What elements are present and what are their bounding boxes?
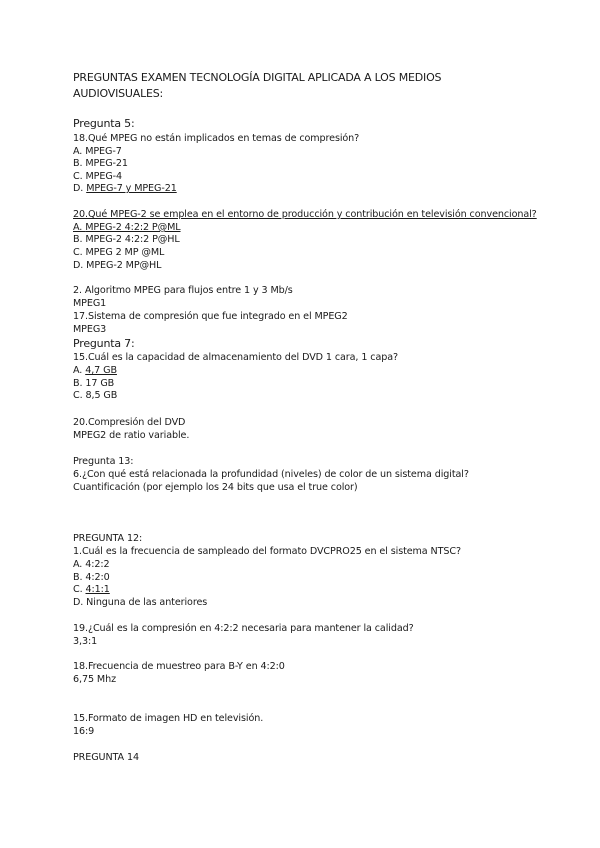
option-letter: C. — [73, 584, 86, 595]
answer-option: C. 8,5 GB — [73, 390, 118, 401]
answer-option: D. Ninguna de las anteriores — [73, 597, 208, 608]
answer-option-correct — [73, 183, 177, 195]
answer-option: A. 4:2:2 — [73, 559, 110, 570]
answer-text: MPEG2 de ratio variable. — [73, 430, 190, 441]
answer-option-correct — [73, 584, 110, 596]
answer-option: C. MPEG-4 — [73, 171, 123, 182]
question-text: 15.Formato de imagen HD en televisión. — [73, 713, 264, 724]
section-heading-pregunta-5: Pregunta 5: — [73, 117, 135, 130]
answer-text: 3,3:1 — [73, 636, 98, 647]
option-letter: A. — [73, 365, 86, 376]
document-title: PREGUNTAS EXAMEN TECNOLOGÍA DIGITAL APLICADA A LOS MEDIOS — [73, 71, 442, 84]
answer-text: 16:9 — [73, 726, 95, 737]
answer-option: B. MPEG-2 4:2:2 P@HL — [73, 234, 180, 245]
option-letter: A. — [73, 222, 86, 233]
answer-text: 6,75 Mhz — [73, 674, 117, 685]
section-heading-pregunta-7: Pregunta 7: — [73, 337, 135, 350]
answer-option: B. 4:2:0 — [73, 572, 110, 583]
question-text: 20.Compresión del DVD — [73, 417, 186, 428]
question-text: 1.Cuál es la frecuencia de sampleado del formato DVCPRO25 en el sistema NTSC? — [73, 546, 461, 557]
answer-option-correct — [73, 365, 117, 377]
option-letter: D. — [73, 183, 87, 194]
question-text: 20.Qué MPEG-2 se emplea en el entorno de producción y contribución en televisión convencional? — [73, 209, 537, 220]
section-heading-pregunta-13: Pregunta 13: — [73, 456, 134, 467]
question-text: 17.Sistema de compresión que fue integrado en el MPEG2 — [73, 311, 348, 322]
question-text: 19.¿Cuál es la compresión en 4:2:2 necesaria para mantener la calidad? — [73, 623, 414, 634]
question-text: 15.Cuál es la capacidad de almacenamiento del DVD 1 cara, 1 capa? — [73, 352, 398, 363]
section-heading-pregunta-14: PREGUNTA 14 — [73, 752, 139, 763]
document-title-continued: AUDIOVISUALES: — [73, 87, 164, 100]
answer-option-correct — [73, 222, 181, 234]
question-text: 18.Qué MPEG no están implicados en temas de compresión? — [73, 133, 360, 144]
answer-option: B. MPEG-21 — [73, 158, 128, 169]
answer-option: D. MPEG-2 MP@HL — [73, 260, 162, 271]
correct-answer-text: MPEG-7 y MPEG-21 — [86, 183, 177, 194]
correct-answer-text: 4:1:1 — [85, 584, 110, 595]
question-text: 6.¿Con qué está relacionada la profundidad (niveles) de color de un sistema digital? — [73, 469, 469, 480]
section-heading-pregunta-12: PREGUNTA 12: — [73, 533, 143, 544]
answer-option: C. MPEG 2 MP @ML — [73, 247, 165, 258]
question-text: 18.Frecuencia de muestreo para B-Y en 4:2:0 — [73, 661, 285, 672]
answer-text: MPEG1 — [73, 298, 107, 309]
answer-option: B. 17 GB — [73, 378, 115, 389]
answer-text: Cuantificación (por ejemplo los 24 bits que usa el true color) — [73, 482, 358, 493]
question-text: 2. Algoritmo MPEG para flujos entre 1 y 3 Mb/s — [73, 285, 293, 296]
answer-option: A. MPEG-7 — [73, 146, 122, 157]
answer-text: MPEG3 — [73, 324, 107, 335]
correct-answer-text: MPEG-2 4:2:2 P@ML — [85, 222, 181, 233]
correct-answer-text: 4,7 GB — [85, 365, 117, 376]
